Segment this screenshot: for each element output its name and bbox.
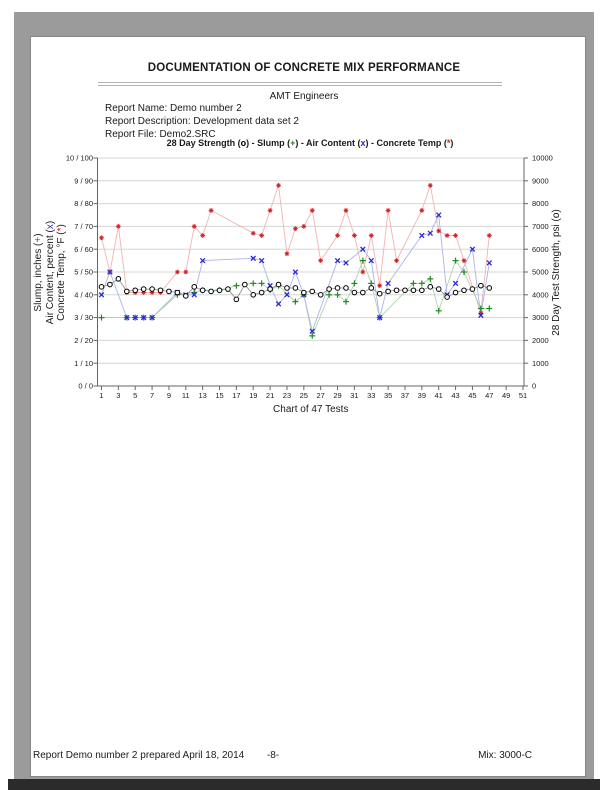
svg-text:45: 45	[468, 391, 477, 400]
left-axis-title-line-slump: Slump, inches (+)	[33, 233, 44, 312]
svg-text:10 / 100: 10 / 100	[65, 153, 93, 163]
svg-text:7: 7	[149, 391, 155, 400]
svg-text:3: 3	[116, 391, 121, 400]
svg-text:35: 35	[383, 391, 393, 400]
report-file-line: Report File: Demo2.SRC	[105, 129, 216, 140]
svg-text:17: 17	[232, 391, 241, 400]
svg-text:47: 47	[485, 391, 494, 400]
svg-text:21: 21	[265, 391, 275, 400]
svg-text:4 / 40: 4 / 40	[74, 290, 93, 300]
svg-text:3000: 3000	[532, 313, 549, 323]
svg-text:6 / 60: 6 / 60	[74, 244, 93, 254]
svg-text:27: 27	[316, 391, 325, 400]
svg-text:23: 23	[282, 391, 292, 400]
svg-text:51: 51	[518, 391, 528, 400]
svg-text:1: 1	[99, 391, 104, 400]
svg-text:3 / 30: 3 / 30	[74, 313, 93, 323]
svg-text:6000: 6000	[532, 244, 549, 254]
svg-text:49: 49	[501, 391, 511, 400]
report-description-line: Report Description: Development data set 2	[105, 116, 299, 127]
svg-text:5 / 50: 5 / 50	[74, 267, 93, 277]
footer-left: Report Demo number 2 prepared April 18, 2014	[33, 750, 245, 761]
left-axis-title-line-temp: Concrete Temp, °F (*)	[56, 224, 67, 321]
svg-text:7000: 7000	[532, 222, 549, 231]
svg-text:4000: 4000	[532, 290, 549, 300]
svg-text:9: 9	[166, 391, 172, 400]
svg-text:8 / 80: 8 / 80	[74, 199, 93, 209]
svg-text:0: 0	[532, 381, 537, 391]
svg-text:1 / 10: 1 / 10	[74, 358, 93, 368]
svg-text:1000: 1000	[532, 358, 549, 368]
svg-text:13: 13	[198, 391, 207, 400]
svg-text:43: 43	[451, 391, 460, 400]
svg-text:29: 29	[333, 391, 342, 400]
organization-name: AMT Engineers	[269, 91, 339, 102]
svg-text:15: 15	[215, 391, 224, 400]
svg-text:5: 5	[133, 391, 138, 400]
svg-text:8000: 8000	[532, 199, 549, 209]
chart-legend-title: 28 Day Strength (o) - Slump (+) - Air Content (x) - Concrete Temp (*)	[166, 138, 454, 148]
svg-text:31: 31	[350, 391, 359, 400]
footer-right: Mix: 3000-C	[478, 750, 532, 761]
svg-text:9 / 90: 9 / 90	[74, 176, 93, 186]
svg-text:41: 41	[434, 391, 443, 400]
svg-text:39: 39	[417, 391, 427, 400]
svg-text:37: 37	[400, 391, 410, 400]
report-title: DOCUMENTATION OF CONCRETE MIX PERFORMANCE	[147, 62, 461, 74]
svg-text:0 / 0: 0 / 0	[78, 381, 93, 391]
report-name-line: Report Name: Demo number 2	[105, 103, 242, 114]
right-axis-title: 28 Day Test Strength, psi (o)	[551, 209, 562, 336]
svg-text:2 / 20: 2 / 20	[74, 336, 93, 345]
svg-text:19: 19	[249, 391, 258, 400]
svg-text:33: 33	[367, 391, 376, 400]
svg-text:25: 25	[299, 391, 308, 400]
svg-text:5000: 5000	[532, 267, 549, 277]
svg-text:Chart of 47 Tests: Chart of 47 Tests	[273, 404, 349, 415]
svg-text:10000: 10000	[532, 153, 553, 163]
svg-text:2000: 2000	[532, 336, 549, 345]
svg-text:7 / 70: 7 / 70	[74, 222, 93, 231]
svg-text:11: 11	[181, 391, 190, 400]
left-axis-title-line-air: Air Content, percent (x)	[44, 220, 56, 325]
svg-text:9000: 9000	[532, 176, 549, 186]
footer-page-number: -8-	[266, 750, 280, 761]
